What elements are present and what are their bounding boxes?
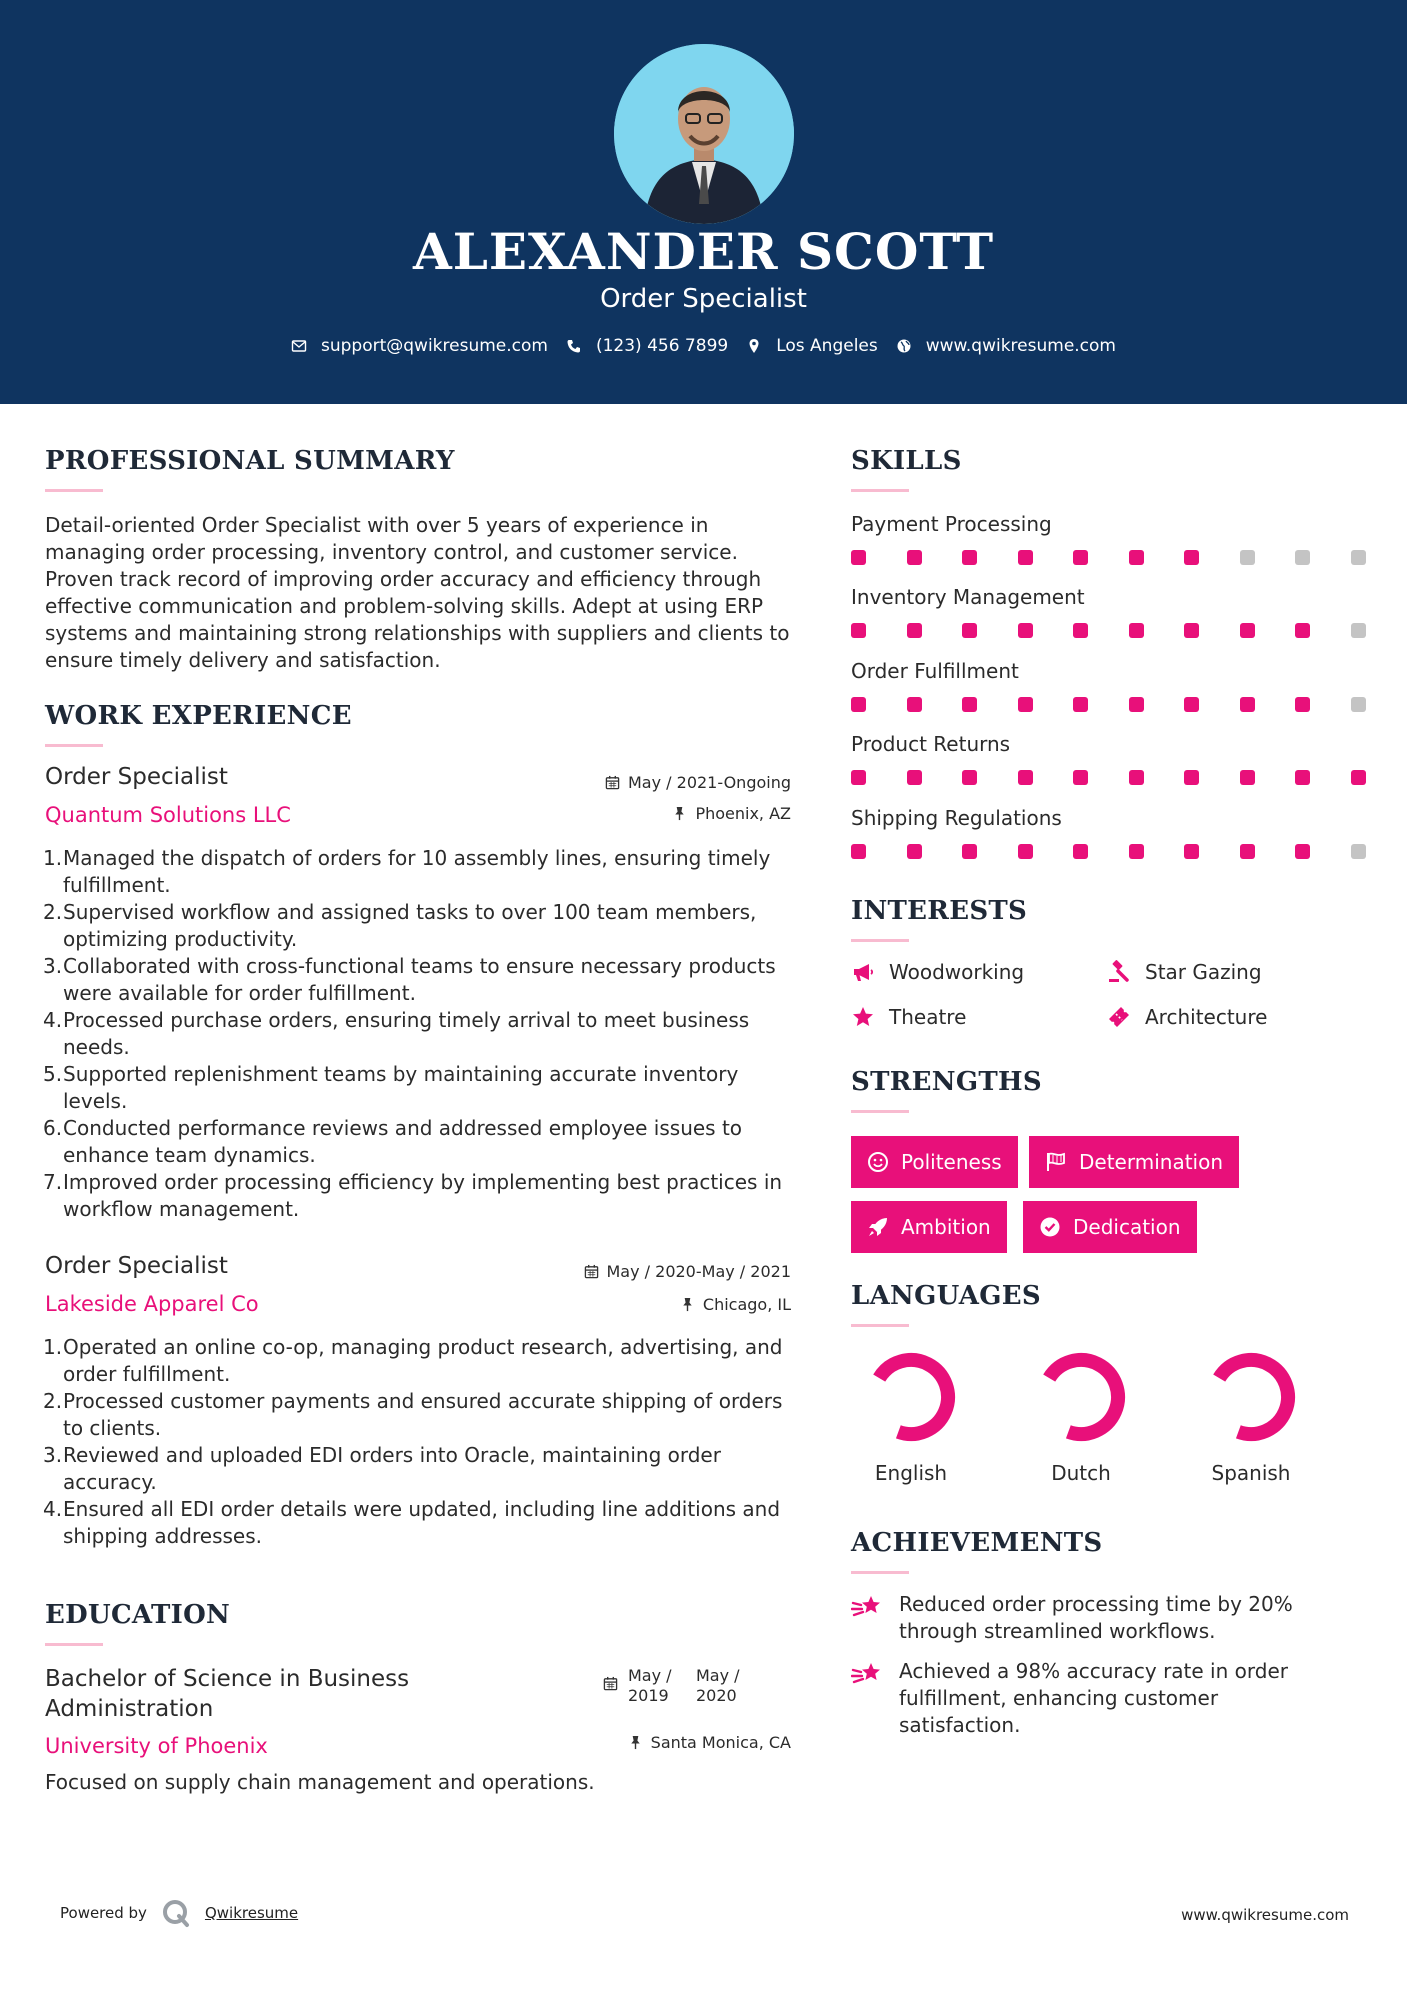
skill-dot-empty bbox=[1351, 844, 1366, 859]
language-item bbox=[1191, 1349, 1311, 1485]
interests-underline bbox=[851, 939, 909, 942]
skill-dot-filled bbox=[1129, 623, 1144, 638]
calendar-icon bbox=[584, 1264, 599, 1279]
skill-dot-filled bbox=[962, 697, 977, 712]
skill-dot-filled bbox=[1073, 550, 1088, 565]
skill-dot-filled bbox=[1184, 697, 1199, 712]
contact-location bbox=[746, 336, 878, 356]
location-text: Phoenix, AZ bbox=[695, 804, 791, 823]
profile-photo bbox=[614, 44, 794, 224]
resume-header bbox=[0, 0, 1407, 404]
skill-dot-filled bbox=[1129, 697, 1144, 712]
skill-dot-filled bbox=[1073, 770, 1088, 785]
achievement-item: Reduced order processing time by 20% through streamlined workflows. bbox=[851, 1591, 1311, 1645]
strength-badge: Ambition bbox=[851, 1201, 1007, 1253]
interest-item: Woodworking bbox=[851, 960, 1024, 984]
shooting-star-icon bbox=[851, 1660, 885, 1690]
candidate-role: Order Specialist bbox=[600, 284, 807, 314]
list-item: 1. Managed the dispatch of orders for 10 assembly lines, ensuring timely fulfillment. bbox=[43, 846, 771, 897]
skill-dot-filled bbox=[1073, 844, 1088, 859]
dates-text: May / 2020-May / 2021 bbox=[606, 1262, 791, 1281]
achievement-item: Achieved a 98% accuracy rate in order fulfillment, enhancing customer satisfaction. bbox=[851, 1658, 1311, 1739]
skill-dot-empty bbox=[1240, 550, 1255, 565]
degree-title: Bachelor of Science in Business Administration bbox=[45, 1666, 410, 1722]
skill-dot-filled bbox=[1295, 770, 1310, 785]
language-item bbox=[851, 1349, 971, 1485]
achievements-underline bbox=[851, 1571, 909, 1574]
contact-phone[interactable] bbox=[566, 336, 728, 356]
skill-rating bbox=[851, 844, 1367, 860]
languages-underline bbox=[851, 1324, 909, 1327]
interests-heading: INTERESTS bbox=[851, 896, 1028, 926]
skill-dot-filled bbox=[962, 770, 977, 785]
job-dates bbox=[584, 1262, 792, 1281]
education-note: Focused on supply chain management and operations. bbox=[45, 1770, 595, 1794]
skill-name: Payment Processing bbox=[851, 512, 1052, 536]
list-item: 7. Improved order processing efficiency by implementing best practices in workflow management. bbox=[43, 1170, 783, 1221]
skill-dot-empty bbox=[1351, 697, 1366, 712]
envelope-icon bbox=[291, 338, 307, 354]
summary-heading: PROFESSIONAL SUMMARY bbox=[45, 446, 455, 476]
candidate-name: ALEXANDER SCOTT bbox=[412, 222, 995, 281]
skill-rating bbox=[851, 550, 1367, 566]
skill-dot-filled bbox=[1018, 697, 1033, 712]
skill-dot-filled bbox=[907, 697, 922, 712]
achievements-heading: ACHIEVEMENTS bbox=[851, 1528, 1103, 1558]
skill-dot-filled bbox=[1129, 550, 1144, 565]
location-text: Santa Monica, CA bbox=[650, 1733, 791, 1752]
list-item: 1. Operated an online co-op, managing product research, advertising, and order fulfillment. bbox=[43, 1335, 783, 1386]
languages-heading: LANGUAGES bbox=[851, 1281, 1041, 1311]
pushpin-icon bbox=[680, 1297, 695, 1312]
phone-icon bbox=[566, 338, 582, 354]
phone-text: (123) 456 7899 bbox=[595, 336, 729, 356]
dates-text: May / 2021-Ongoing bbox=[628, 773, 791, 792]
skill-dot-filled bbox=[907, 770, 922, 785]
education-underline bbox=[45, 1643, 103, 1646]
skill-name: Order Fulfillment bbox=[851, 659, 1019, 683]
job-title: Order Specialist bbox=[45, 764, 228, 790]
pushpin-icon bbox=[628, 1735, 643, 1750]
education-heading: EDUCATION bbox=[45, 1600, 231, 1630]
skill-dot-filled bbox=[1184, 623, 1199, 638]
experience-heading: WORK EXPERIENCE bbox=[45, 701, 352, 731]
footer-powered-by bbox=[60, 1898, 298, 1928]
education-location bbox=[628, 1733, 791, 1752]
megaphone-icon bbox=[851, 960, 875, 984]
strength-badge: Politeness bbox=[851, 1136, 1018, 1188]
skill-dot-filled bbox=[1073, 623, 1088, 638]
list-item: 3. Reviewed and uploaded EDI orders into Oracle, maintaining order accuracy. bbox=[43, 1443, 721, 1494]
brand-link[interactable]: Qwikresume bbox=[204, 1904, 299, 1922]
job-dates bbox=[605, 773, 791, 792]
gavel-icon bbox=[1107, 960, 1131, 984]
job-location bbox=[672, 804, 791, 823]
skill-dot-filled bbox=[851, 844, 866, 859]
list-item: 3. Collaborated with cross-functional teams to ensure necessary products were available for order fulfillment. bbox=[43, 954, 776, 1005]
skill-dot-filled bbox=[851, 770, 866, 785]
language-name: Dutch bbox=[1051, 1461, 1111, 1485]
contact-website[interactable] bbox=[896, 336, 1116, 356]
qwikresume-logo-icon bbox=[161, 1898, 191, 1928]
rocket-icon bbox=[867, 1216, 889, 1238]
skill-rating bbox=[851, 770, 1367, 786]
website-text: www.qwikresume.com bbox=[925, 336, 1116, 356]
location-text: Los Angeles bbox=[776, 336, 878, 356]
skill-dot-filled bbox=[1240, 697, 1255, 712]
duty-list bbox=[45, 1334, 797, 1550]
skill-dot-filled bbox=[907, 844, 922, 859]
map-pin-icon bbox=[746, 338, 762, 354]
skill-name: Inventory Management bbox=[851, 585, 1085, 609]
skill-dot-filled bbox=[851, 623, 866, 638]
skill-name: Shipping Regulations bbox=[851, 806, 1062, 830]
smile-icon bbox=[867, 1151, 889, 1173]
skill-dot-filled bbox=[1129, 770, 1144, 785]
skill-rating bbox=[851, 697, 1367, 713]
skill-dot-filled bbox=[851, 550, 866, 565]
interest-item: Star Gazing bbox=[1107, 960, 1262, 984]
company-name: Lakeside Apparel Co bbox=[45, 1292, 259, 1316]
pushpin-icon bbox=[672, 806, 687, 821]
globe-icon bbox=[896, 338, 912, 354]
language-name: Spanish bbox=[1211, 1461, 1291, 1485]
skill-dot-filled bbox=[907, 550, 922, 565]
end-date: May / 2020 bbox=[696, 1666, 740, 1705]
skill-dot-filled bbox=[1129, 844, 1144, 859]
strength-badge: Determination bbox=[1029, 1136, 1239, 1188]
skill-dot-filled bbox=[962, 623, 977, 638]
ticket-icon bbox=[1107, 1005, 1131, 1029]
skill-dot-filled bbox=[1295, 697, 1310, 712]
interest-item: Theatre bbox=[851, 1005, 966, 1029]
experience-underline bbox=[45, 744, 103, 747]
skill-dot-filled bbox=[1018, 550, 1033, 565]
strengths-heading: STRENGTHS bbox=[851, 1067, 1042, 1097]
list-item: 5. Supported replenishment teams by maintaining accurate inventory levels. bbox=[43, 1062, 739, 1113]
skill-dot-filled bbox=[851, 697, 866, 712]
job-title: Order Specialist bbox=[45, 1253, 228, 1279]
language-item bbox=[1021, 1349, 1141, 1485]
skill-dot-filled bbox=[1184, 844, 1199, 859]
calendar-icon bbox=[603, 1676, 618, 1691]
school-name: University of Phoenix bbox=[45, 1734, 268, 1758]
start-date: May / 2019 bbox=[628, 1666, 672, 1705]
list-item: 4. Processed purchase orders, ensuring timely arrival to meet business needs. bbox=[43, 1008, 750, 1059]
skill-dot-filled bbox=[1018, 623, 1033, 638]
skill-dot-empty bbox=[1351, 550, 1366, 565]
list-item: 6. Conducted performance reviews and addressed employee issues to enhance team dynamics. bbox=[43, 1116, 743, 1167]
strength-badge: Dedication bbox=[1023, 1201, 1197, 1253]
language-level-ring bbox=[863, 1349, 959, 1445]
skill-dot-filled bbox=[1184, 550, 1199, 565]
skill-dot-empty bbox=[1295, 550, 1310, 565]
skill-dot-filled bbox=[1073, 697, 1088, 712]
strengths-underline bbox=[851, 1110, 909, 1113]
skill-dot-filled bbox=[962, 550, 977, 565]
skill-name: Product Returns bbox=[851, 732, 1011, 756]
skill-dot-filled bbox=[1295, 844, 1310, 859]
calendar-icon bbox=[605, 775, 620, 790]
skill-rating bbox=[851, 623, 1367, 639]
duty-list bbox=[45, 845, 797, 1223]
powered-by-label: Powered by bbox=[60, 1904, 147, 1922]
contact-bar bbox=[0, 336, 1407, 356]
location-text: Chicago, IL bbox=[702, 1295, 791, 1314]
summary-text: Detail-oriented Order Specialist with over 5 years of experience in managing order processing, inventory control, and customer service. Proven track record of improving order accuracy and efficiency through effective communication and problem-solving skills. Adept at using ERP systems and maintaining strong relationships with suppliers and clients to ensure timely delivery and satisfaction. bbox=[45, 513, 790, 672]
list-item: 2. Processed customer payments and ensured accurate shipping of orders to clients. bbox=[43, 1389, 783, 1440]
list-item: 4. Ensured all EDI order details were updated, including line additions and shipping addresses. bbox=[43, 1497, 781, 1548]
job-location bbox=[680, 1295, 791, 1314]
skill-dot-filled bbox=[962, 844, 977, 859]
footer-website[interactable]: www.qwikresume.com bbox=[1181, 1906, 1349, 1924]
skill-dot-filled bbox=[1018, 770, 1033, 785]
skill-dot-filled bbox=[1295, 623, 1310, 638]
language-name: English bbox=[874, 1461, 948, 1485]
shooting-star-icon bbox=[851, 1593, 885, 1623]
contact-email[interactable] bbox=[291, 336, 548, 356]
skill-dot-filled bbox=[1240, 844, 1255, 859]
skill-dot-filled bbox=[1351, 770, 1366, 785]
check-circle-icon bbox=[1039, 1216, 1061, 1238]
skill-dot-filled bbox=[907, 623, 922, 638]
skill-dot-filled bbox=[1240, 770, 1255, 785]
skills-heading: SKILLS bbox=[851, 446, 962, 476]
list-item: 2. Supervised workflow and assigned tasks to over 100 team members, optimizing productivity. bbox=[43, 900, 757, 951]
skill-dot-empty bbox=[1351, 623, 1366, 638]
skill-dot-filled bbox=[1018, 844, 1033, 859]
company-name: Quantum Solutions LLC bbox=[45, 803, 291, 827]
interest-item: Architecture bbox=[1107, 1005, 1267, 1029]
flag-icon bbox=[1045, 1151, 1067, 1173]
star-icon bbox=[851, 1005, 875, 1029]
email-text: support@qwikresume.com bbox=[321, 336, 548, 356]
skill-dot-filled bbox=[1240, 623, 1255, 638]
skill-dot-filled bbox=[1184, 770, 1199, 785]
language-level-ring bbox=[1033, 1349, 1129, 1445]
education-dates bbox=[603, 1666, 752, 1706]
summary-underline bbox=[45, 489, 103, 492]
language-level-ring bbox=[1203, 1349, 1299, 1445]
skills-underline bbox=[851, 489, 909, 492]
